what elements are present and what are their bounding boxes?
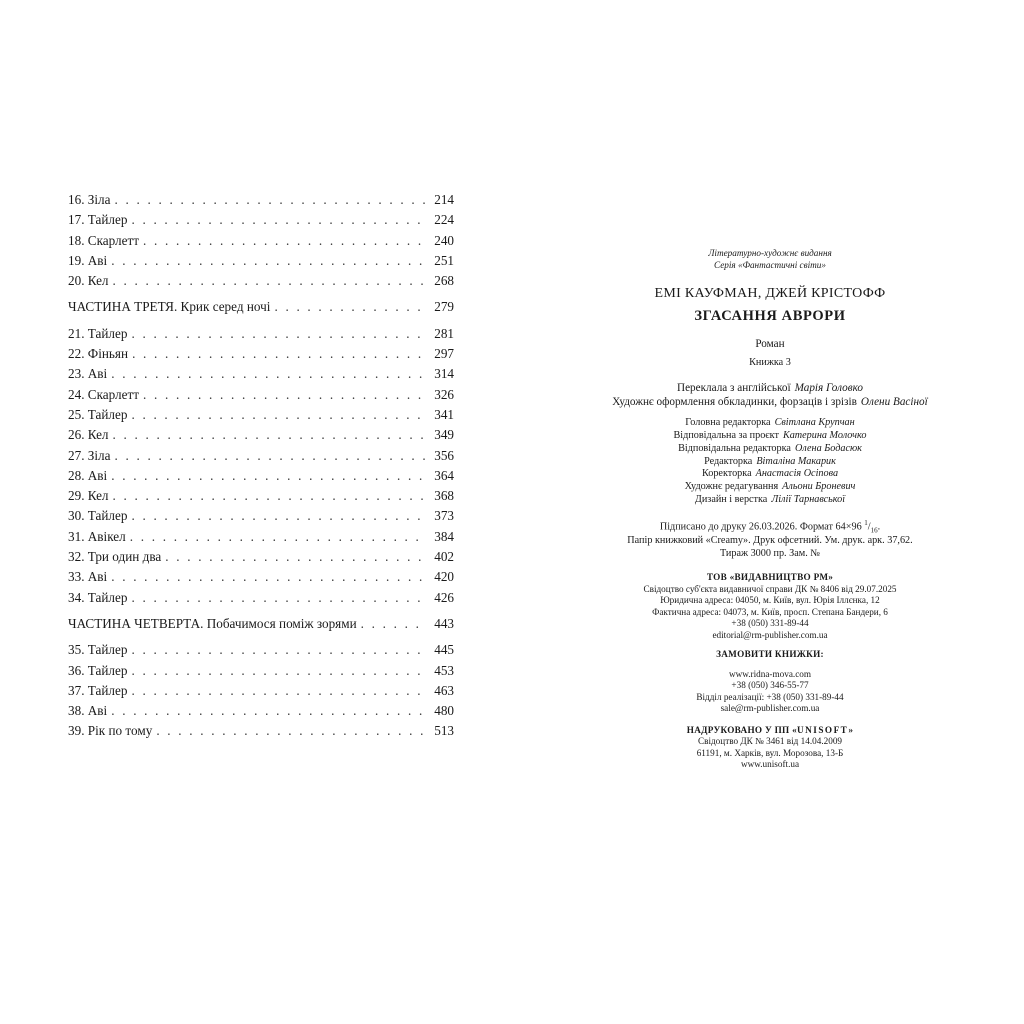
book-title: ЗГАСАННЯ АВРОРИ: [694, 307, 846, 324]
toc-entry-title: 22. Фіньян: [68, 346, 129, 362]
toc-page-number: 453: [434, 662, 454, 678]
order-detail-line: +38 (050) 346-55-77: [731, 680, 809, 691]
toc-page-number: 297: [434, 346, 454, 362]
toc-entry-title: ЧАСТИНА ЧЕТВЕРТА. Побачимося поміж зорями: [68, 615, 357, 631]
toc-part-heading: [68, 299, 454, 319]
toc-dot-leader: [111, 366, 426, 382]
publisher-name: ТОВ «ВИДАВНИЦТВО РМ»: [706, 572, 834, 583]
printer-prefix: НАДРУКОВАНО У ПП «: [686, 724, 797, 735]
credit-name: Олена Бодасюк: [794, 442, 862, 454]
toc-page-number: 445: [434, 642, 454, 658]
toc-entry: [68, 387, 454, 407]
editorial-credits: [560, 417, 980, 506]
toc-dot-leader: [165, 549, 426, 565]
toc-entry-title: 39. Рік по тому: [68, 723, 153, 739]
toc-dot-leader: [131, 642, 426, 658]
printer-info: [560, 725, 980, 771]
credit-name: Катерина Молочко: [782, 430, 867, 442]
series-name: Серія «Фантастичні світи»: [714, 259, 826, 270]
toc-entry-title: 18. Скарлетт: [68, 232, 140, 248]
toc-page-number: 463: [434, 682, 454, 698]
toc-entry: [68, 326, 454, 346]
toc-entry: [68, 407, 454, 427]
printer-detail-line: 61191, м. Харків, вул. Морозова, 13-Б: [696, 747, 844, 758]
toc-page-number: 214: [434, 192, 454, 207]
format-fraction-numerator: 1: [864, 518, 868, 527]
toc-page-number: 480: [434, 703, 454, 719]
order-detail-line: Відділ реалізації: +38 (050) 331-89-44: [696, 691, 844, 702]
toc-page-number: 402: [434, 549, 454, 565]
credit-line: [560, 494, 980, 507]
toc-dot-leader: [130, 529, 426, 545]
toc-entry-title: 29. Кел: [68, 488, 109, 504]
order-heading: ЗАМОВИТИ КНИЖКИ:: [716, 649, 824, 660]
toc-page-number: 279: [434, 299, 454, 315]
toc-page-number: 364: [434, 467, 454, 483]
credit-name: Віталіна Макарик: [756, 455, 836, 467]
translation-credit: [560, 381, 980, 409]
toc-entry: [68, 427, 454, 447]
toc-dot-leader: [113, 427, 426, 443]
credit-line: [560, 468, 980, 481]
toc-entry-title: 25. Тайлер: [68, 406, 128, 422]
toc-page-number: 384: [434, 528, 454, 544]
toc-dot-leader: [111, 703, 426, 719]
order-detail-line: sale@rm-publisher.com.ua: [720, 703, 820, 714]
toc-entry: [68, 192, 454, 212]
toc-entry: [68, 346, 454, 366]
toc-entry-title: 24. Скарлетт: [68, 386, 140, 402]
toc-dot-leader: [113, 488, 426, 504]
credit-role: Головна редакторка: [685, 417, 771, 429]
toc-entry-title: 38. Аві: [68, 703, 108, 719]
credit-role: Відповідальна за проєкт: [673, 430, 779, 442]
toc-part-heading: [68, 616, 454, 636]
toc-page-number: 268: [434, 273, 454, 289]
toc-dot-leader: [115, 192, 427, 208]
credit-line: [560, 430, 980, 443]
toc-dot-leader: [111, 569, 426, 585]
toc-entry-title: 28. Аві: [68, 467, 108, 483]
toc-entry: [68, 468, 454, 488]
toc-entry: [68, 663, 454, 683]
order-info: [560, 649, 980, 715]
credit-line: [560, 456, 980, 469]
credit-name: Альони Броневич: [782, 481, 856, 493]
format-fraction-end: .: [877, 521, 881, 533]
toc-dot-leader: [115, 448, 427, 464]
toc-page-number: 426: [434, 589, 454, 605]
toc-entry-title: 30. Тайлер: [68, 508, 128, 524]
toc-entry-title: 17. Тайлер: [68, 212, 128, 228]
toc-entry: [68, 488, 454, 508]
toc-page-number: 326: [434, 386, 454, 402]
toc-entry: [68, 233, 454, 253]
translator-name: Марія Головко: [794, 382, 863, 395]
toc-page-number: 368: [434, 488, 454, 504]
toc-page-number: 314: [434, 366, 454, 382]
format-fraction-denominator: 16: [870, 526, 878, 535]
toc-entry: [68, 549, 454, 569]
designer-name: Олени Васіної: [860, 396, 928, 409]
table-of-contents: [68, 192, 454, 744]
toc-entry-title: 36. Тайлер: [68, 662, 128, 678]
credit-line: [560, 443, 980, 456]
credit-role: Відповідальна редакторка: [678, 442, 791, 454]
toc-page-number: 513: [434, 723, 454, 739]
toc-dot-leader: [111, 468, 426, 484]
order-detail-line: www.ridna-mova.com: [728, 668, 812, 679]
toc-entry: [68, 508, 454, 528]
print-run: Тираж 3000 пр. Зам. №: [719, 547, 821, 559]
publisher-detail-line: Свідоцтво суб'єкта видавничої справи ДК № 8406 від 29.07.2025: [643, 583, 897, 594]
printer-heading: [560, 725, 980, 737]
toc-dot-leader: [131, 407, 426, 423]
toc-entry: [68, 590, 454, 610]
credit-line: [560, 481, 980, 494]
credit-line: [560, 417, 980, 430]
toc-entry: [68, 366, 454, 386]
credit-role: Дизайн і верстка: [694, 493, 768, 505]
toc-page-number: 281: [434, 325, 454, 341]
toc-entry-title: 23. Аві: [68, 366, 108, 382]
toc-page-number: 420: [434, 569, 454, 585]
toc-entry-title: 19. Аві: [68, 252, 108, 268]
toc-entry-title: 26. Кел: [68, 427, 109, 443]
translation-role: Переклала з англійської: [677, 382, 791, 395]
credit-role: Художнє редагування: [684, 481, 779, 493]
printer-detail-line: Свідоцтво ДК № 3461 від 14.04.2009: [697, 736, 843, 747]
book-authors: ЕМІ КАУФМАН, ДЖЕЙ КРІСТОФФ: [654, 286, 886, 301]
toc-entry-title: 34. Тайлер: [68, 589, 128, 605]
edition-type: Літературно-художнє видання: [708, 248, 832, 258]
toc-entry-title: ЧАСТИНА ТРЕТЯ. Крик серед ночі: [68, 299, 271, 315]
toc-page-number: 240: [434, 232, 454, 248]
toc-page-number: 224: [434, 212, 454, 228]
toc-page-number: 373: [434, 508, 454, 524]
toc-entry: [68, 529, 454, 549]
toc-page-number: 251: [434, 252, 454, 268]
toc-entry: [68, 683, 454, 703]
toc-page-number: 443: [434, 615, 454, 631]
publisher-detail-line: editorial@rm-publisher.com.ua: [712, 629, 828, 640]
toc-entry: [68, 448, 454, 468]
toc-dot-leader: [361, 616, 426, 632]
toc-dot-leader: [131, 683, 426, 699]
publisher-detail-line: Фактична адреса: 04073, м. Київ, просп. Степана Бандери, 6: [652, 606, 888, 617]
toc-entry-title: 31. Авікел: [68, 528, 126, 544]
toc-entry: [68, 723, 454, 743]
toc-entry-title: 16. Зіла: [68, 192, 111, 207]
toc-entry: [68, 253, 454, 273]
toc-entry: [68, 642, 454, 662]
toc-dot-leader: [131, 326, 426, 342]
credit-role: Редакторка: [704, 455, 753, 467]
toc-dot-leader: [274, 299, 426, 315]
publisher-detail-line: Юридична адреса: 04050, м. Київ, вул. Юрія Іллєнка, 12: [660, 595, 880, 606]
toc-entry-title: 27. Зіла: [68, 447, 111, 463]
toc-dot-leader: [131, 212, 426, 228]
signed-to-print: Підписано до друку 26.03.2026. Формат 64×96: [659, 521, 862, 533]
credit-name: Лілії Тарнавської: [771, 493, 846, 505]
toc-dot-leader: [143, 387, 426, 403]
toc-entry: [68, 273, 454, 293]
publisher-detail-line: +38 (050) 331-89-44: [731, 618, 809, 629]
toc-entry-title: 32. Три один два: [68, 549, 162, 565]
design-role: Художнє оформлення обкладинки, форзаців і зрізів: [612, 396, 857, 409]
toc-dot-leader: [143, 233, 426, 249]
toc-entry: [68, 569, 454, 589]
toc-dot-leader: [111, 253, 426, 269]
credit-name: Світлана Крупчан: [774, 417, 855, 429]
print-info: [560, 519, 980, 561]
toc-entry-title: 20. Кел: [68, 273, 109, 289]
imprint-page: [560, 248, 980, 771]
toc-dot-leader: [131, 590, 426, 606]
credit-name: Анастасія Осіпова: [755, 468, 839, 480]
toc-dot-leader: [132, 346, 426, 362]
toc-entry-title: 37. Тайлер: [68, 682, 128, 698]
toc-entry-title: 35. Тайлер: [68, 642, 128, 658]
toc-page-number: 356: [434, 447, 454, 463]
toc-entry-title: 21. Тайлер: [68, 325, 128, 341]
toc-dot-leader: [131, 508, 426, 524]
credit-role: Коректорка: [701, 468, 752, 480]
publisher-info: [560, 572, 980, 641]
toc-page-number: 349: [434, 427, 454, 443]
toc-dot-leader: [131, 663, 426, 679]
book-genre: Роман: [755, 337, 785, 350]
toc-page-number: 341: [434, 406, 454, 422]
toc-entry: [68, 703, 454, 723]
paper-info: Папір книжковий «Creamy». Друк офсетний. Ум. друк. арк. 37,62.: [627, 534, 913, 546]
printer-name: UNISOFT: [796, 724, 849, 735]
toc-dot-leader: [113, 273, 426, 289]
printer-suffix: »: [848, 724, 854, 735]
toc-entry-title: 33. Аві: [68, 569, 108, 585]
printer-detail-line: www.unisoft.ua: [740, 759, 800, 770]
format-fraction-separator: /: [867, 521, 871, 533]
toc-dot-leader: [156, 723, 426, 739]
book-volume: Книжка 3: [749, 356, 791, 368]
toc-entry: [68, 212, 454, 232]
